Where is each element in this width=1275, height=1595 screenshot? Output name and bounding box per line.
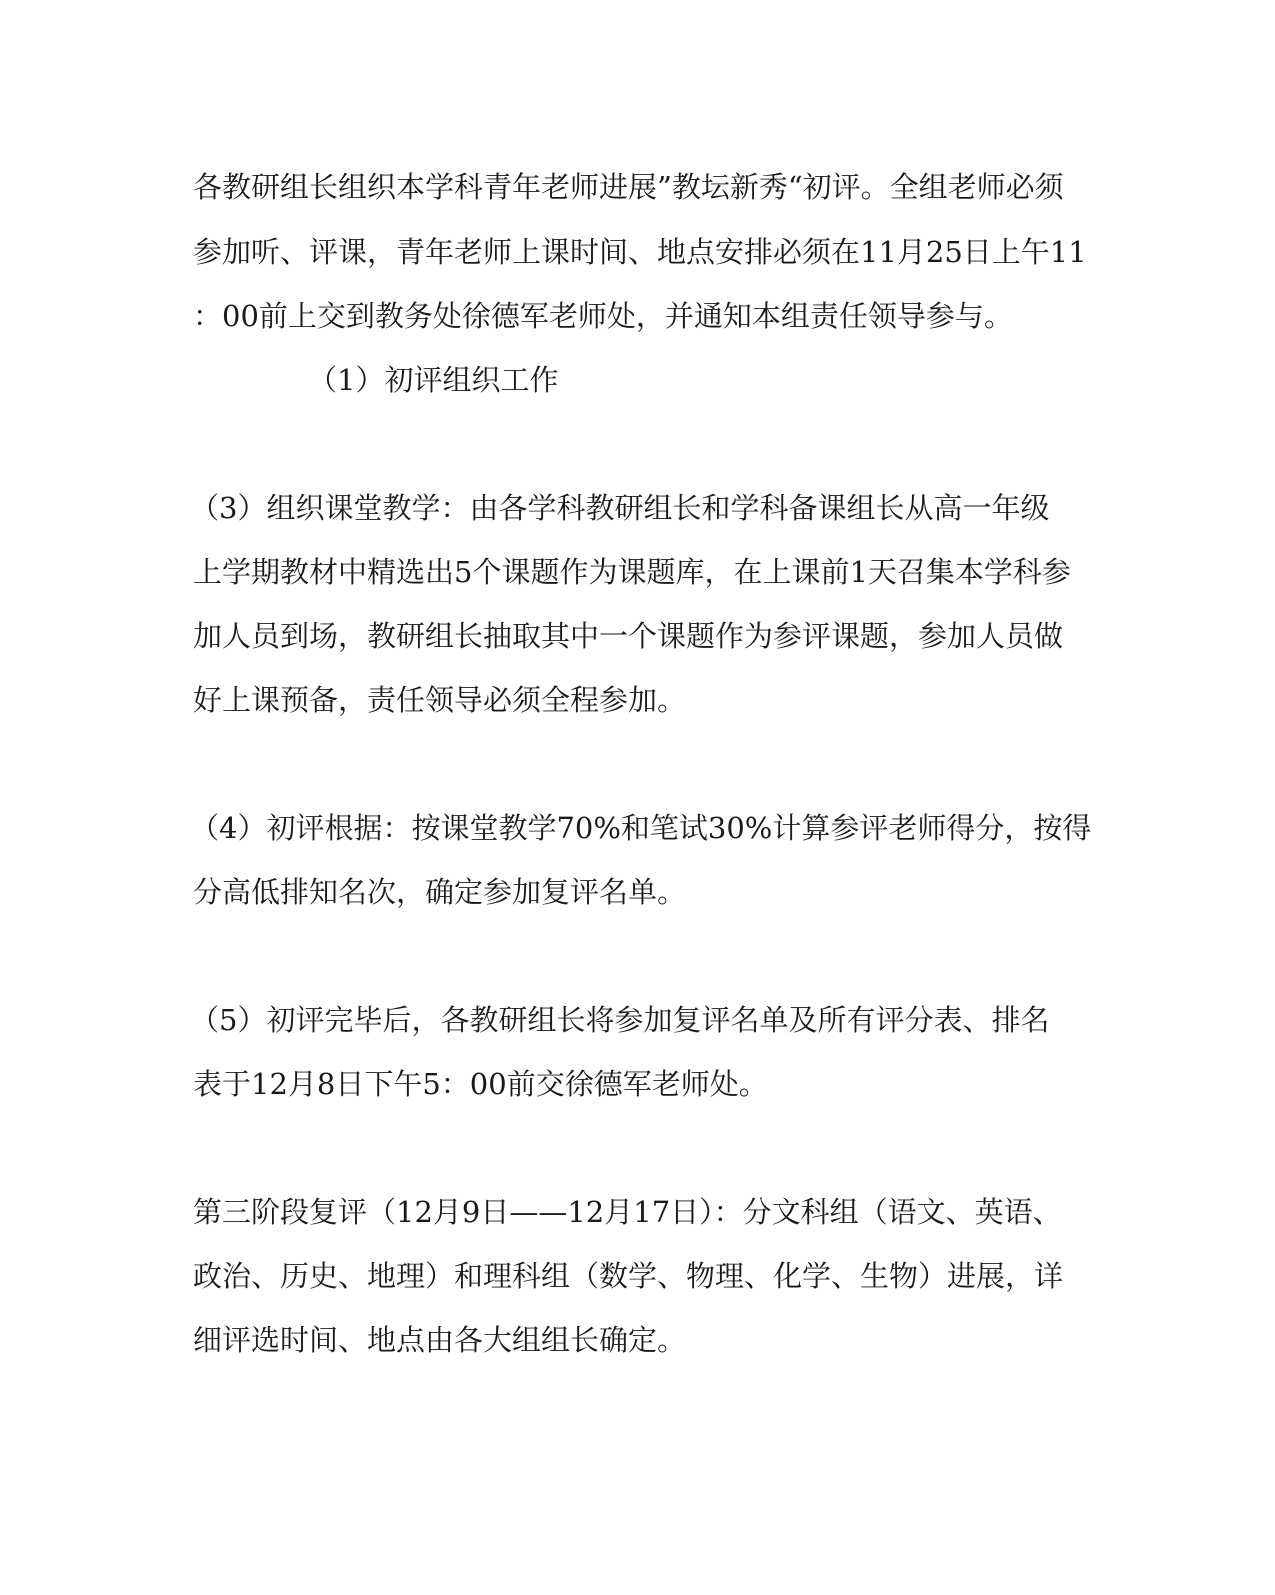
paragraph-4-line-2: 分高低排知名次，确定参加复评名单。 — [193, 875, 687, 909]
paragraph-6-line-3: 细评选时间、地点由各大组组长确定。 — [193, 1323, 687, 1357]
paragraph-3-line-2: 上学期教材中精选出5个课题作为课题库，在上课前1天召集本学科参 — [193, 555, 1071, 589]
paragraph-1-line-1: 各教研组长组织本学科青年老师进展”教坛新秀“初评。全组老师必须 — [193, 170, 1064, 204]
paragraph-3-line-1: （3）组织课堂教学：由各学科教研组长和学科备课组长从高一年级 — [190, 491, 1050, 525]
paragraph-2-line-1: （1）初评组织工作 — [308, 363, 559, 397]
paragraph-6-line-1: 第三阶段复评（12月9日——12月17日）：分文科组（语文、英语、 — [193, 1195, 1062, 1229]
paragraph-3-line-4: 好上课预备，责任领导必须全程参加。 — [193, 683, 687, 717]
paragraph-4-line-1: （4）初评根据：按课堂教学70%和笔试30%计算参评老师得分，按得 — [190, 811, 1092, 845]
paragraph-6-line-2: 政治、历史、地理）和理科组（数学、物理、化学、生物）进展，详 — [193, 1259, 1064, 1293]
paragraph-5-line-2: 表于12月8日下午5：00前交徐德军老师处。 — [193, 1067, 768, 1101]
paragraph-5-line-1: （5）初评完毕后，各教研组长将参加复评名单及所有评分表、排名 — [190, 1003, 1050, 1037]
paragraph-1-line-3: ：00前上交到教务处徐德军老师处，并通知本组责任领导参与。 — [193, 299, 1013, 333]
paragraph-3-line-3: 加人员到场，教研组长抽取其中一个课题作为参评课题，参加人员做 — [193, 619, 1064, 653]
paragraph-1-line-2: 参加听、评课，青年老师上课时间、地点安排必须在11月25日上午11 — [193, 235, 1087, 269]
